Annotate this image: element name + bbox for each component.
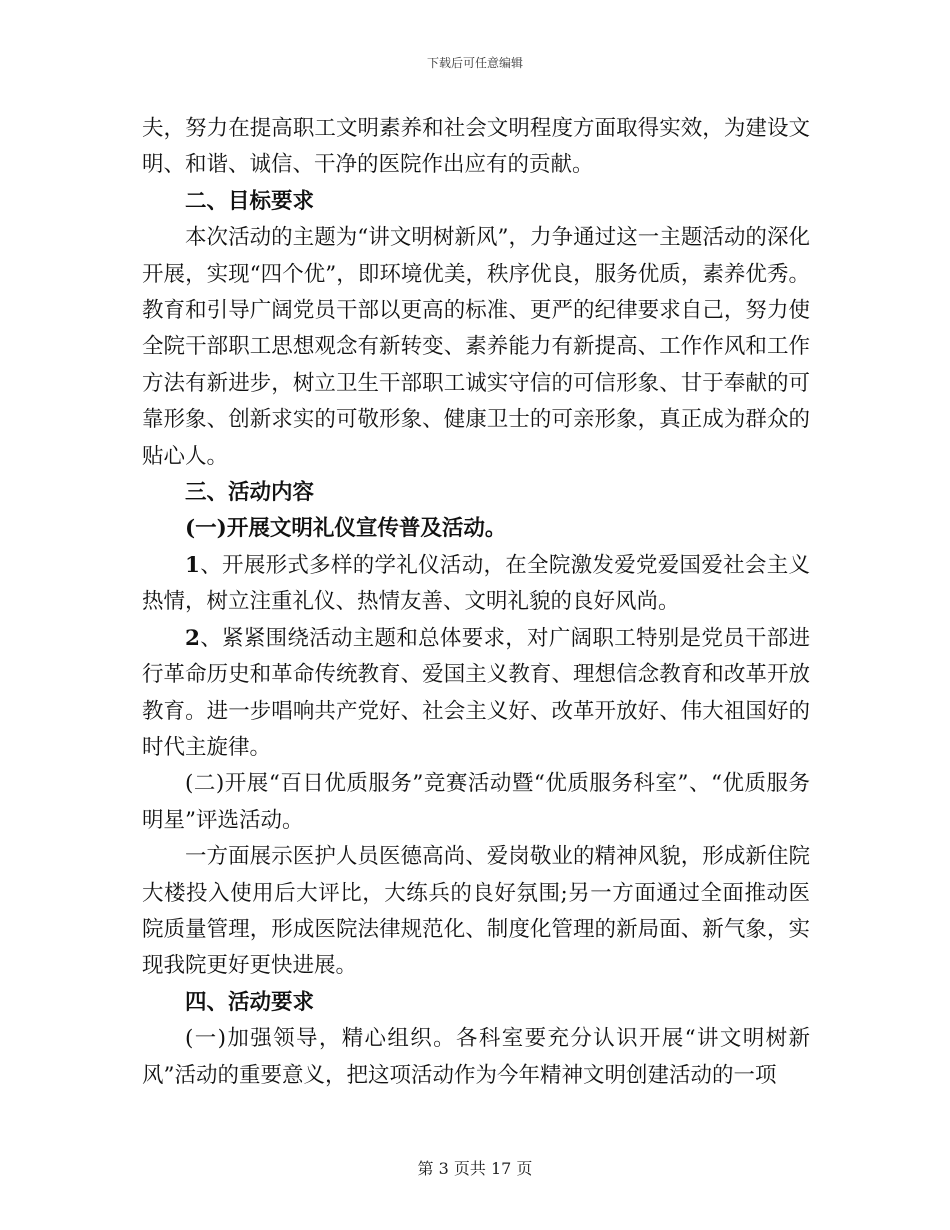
- heading-activity-content: 三、活动内容: [185, 480, 315, 506]
- subheading-service-contest: (二)开展“百日优质服务”竞赛活动暨“优质服务科室”、“优质服务明星”评选活动。: [142, 771, 810, 833]
- list-item-2: [142, 621, 810, 767]
- paragraph-service: 一方面展示医护人员医德高尚、爱岗敬业的精神风貌，形成新住院大楼投入使用后大评比，大练兵的良好氛围;另一方面通过全面推动医院质量管理，形成医院法律规范化、制度化管理的新局面、新气象，实现我院更好更快进展。: [142, 844, 810, 979]
- list-item-2-number: 2: [185, 625, 200, 651]
- paragraph-goals: 本次活动的主题为“讲文明树新风”，力争通过这一主题活动的深化开展，实现“四个优”，即环境优美，秩序优良，服务优质，素养优秀。教育和引导广阔党员干部以更高的标准、更严的纪律要求自己，努力使全院干部职工思想观念有新转变、素养能力有新提高、工作作风和工作方法有新进步，树立卫生干部职工诚实守信的可信形象、甘于奉献的可靠形象、创新求实的可敬形象、健康卫士的可亲形象，真正成为群众的贴心人。: [142, 225, 810, 469]
- heading-requirements: 四、活动要求: [185, 989, 315, 1015]
- paragraph-continuation: 夫，努力在提高职工文明素养和社会文明程度方面取得实效，为建设文明、和谐、诚信、干净的医院作出应有的贡献。: [142, 116, 810, 178]
- subheading-etiquette: (一)开展文明礼仪宣传普及活动。: [185, 516, 507, 542]
- list-item-1: [142, 548, 810, 621]
- list-item-2-text: 、紧紧围绕活动主题和总体要求，对广阔职工特别是党员干部进行革命历史和革命传统教育、爱国主义教育、理想信念教育和改革开放教育。进一步唱响共产党好、社会主义好、改革开放好、伟大祖国好的时代主旋律。: [142, 625, 810, 760]
- document-body: [142, 111, 810, 1094]
- list-item-1-text: 、开展形式多样的学礼仪活动，在全院激发爱党爱国爱社会主义热情，树立注重礼仪、热情友善、文明礼貌的良好风尚。: [142, 552, 810, 615]
- heading-goals: 二、目标要求: [185, 188, 315, 214]
- page-footer: 第 3 页共 17 页: [417, 1159, 533, 1178]
- page-header: 下载后可任意编辑: [426, 56, 523, 70]
- paragraph-requirements: (一)加强领导，精心组织。各科室要充分认识开展“讲文明树新风”活动的重要意义，把这项活动作为今年精神文明创建活动的一项: [142, 1026, 810, 1088]
- list-item-1-number: 1: [185, 552, 200, 578]
